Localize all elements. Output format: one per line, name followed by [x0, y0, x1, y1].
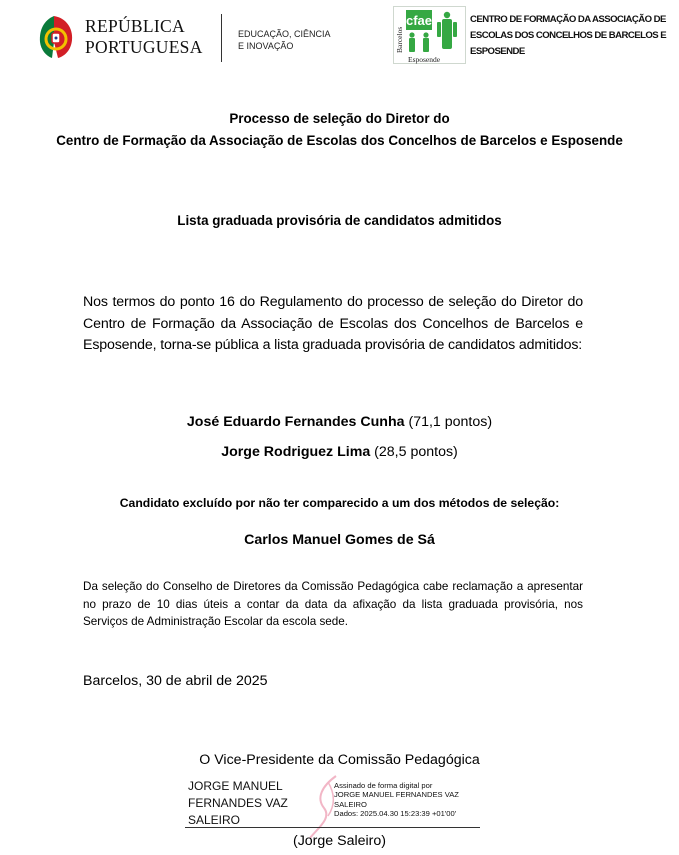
sig-name-line1: JORGE MANUEL — [188, 779, 283, 793]
sig-detail-line2: JORGE MANUEL FERNANDES VAZ — [334, 790, 459, 800]
ministry-name — [238, 28, 331, 52]
sig-detail-line4: Dados: 2025.04.30 15:23:39 +01'00' — [334, 809, 457, 819]
government-name — [85, 16, 203, 58]
republica-portuguesa-emblem-icon — [38, 12, 74, 60]
candidate-row — [0, 414, 679, 430]
digital-signature-name — [188, 778, 288, 829]
cfae-name-line2: ESCOLAS DOS CONCELHOS DE BARCELOS E — [470, 30, 667, 41]
candidate-name: Jorge Rodriguez Lima — [221, 444, 371, 460]
candidate-score: (28,5 pontos) — [374, 444, 458, 460]
sig-detail-line3: SALEIRO — [334, 799, 367, 809]
candidate-row — [0, 444, 679, 460]
header-divider — [221, 14, 222, 62]
cfae-logo-bottom-text: Esposende — [408, 55, 441, 64]
cfae-name — [470, 12, 675, 60]
intro-paragraph: Nos termos do ponto 16 do Regulamento do processo de seleção do Diretor do Centro de Formação da Associação de Escolas dos Concelhos de Barcelos e Esposende, torna-se pública a lista graduada provisória de candidatos admitidos: — [83, 294, 583, 353]
cfae-logo-text: cfae — [405, 13, 433, 28]
digital-signature-details — [334, 781, 494, 819]
excluded-candidate-name: Carlos Manuel Gomes de Sá — [244, 532, 435, 548]
candidate-name: José Eduardo Fernandes Cunha — [186, 414, 405, 430]
gov-name-line2: PORTUGUESA — [85, 37, 203, 57]
document-title-line2: Centro de Formação da Associação de Escolas dos Concelhos de Barcelos e Esposende — [56, 133, 623, 148]
signer-short-name: (Jorge Saleiro) — [292, 833, 387, 849]
signature-line — [185, 827, 480, 828]
place-date: Barcelos, 30 de abril de 2025 — [83, 673, 268, 689]
ministry-line1: EDUCAÇÃO, CIÊNCIA — [238, 29, 331, 39]
excluded-note: Candidato excluído por não ter comparecido a um dos métodos de seleção: — [119, 496, 560, 510]
candidate-score: (71,1 pontos) — [408, 414, 493, 430]
document-subtitle: Lista graduada provisória de candidatos admitidos — [177, 213, 502, 228]
cfae-logo-icon — [393, 6, 466, 64]
ministry-line2: E INOVAÇÃO — [238, 41, 294, 51]
sig-name-line2: FERNANDES VAZ — [188, 796, 288, 810]
appeal-paragraph: Da seleção do Conselho de Diretores da Comissão Pedagógica cabe reclamação a apresentar no prazo de 10 dias úteis a contar da data da afixação da lista graduada provisória, nos Serviços de Administração Escolar da escola sede. — [83, 580, 583, 628]
cfae-name-line1: CENTRO DE FORMAÇÃO DA ASSOCIAÇÃO DE — [470, 14, 666, 25]
gov-name-line1: REPÚBLICA — [85, 16, 185, 36]
signer-role: O Vice-Presidente da Comissão Pedagógica — [199, 752, 480, 768]
document-title-line1: Processo de seleção do Diretor do — [229, 111, 450, 126]
cfae-logo-left-text: Barcelos — [395, 26, 404, 53]
sig-detail-line1: Assinado de forma digital por — [334, 781, 433, 790]
cfae-name-line3: ESPOSENDE — [470, 46, 525, 57]
sig-name-line3: SALEIRO — [188, 813, 241, 827]
